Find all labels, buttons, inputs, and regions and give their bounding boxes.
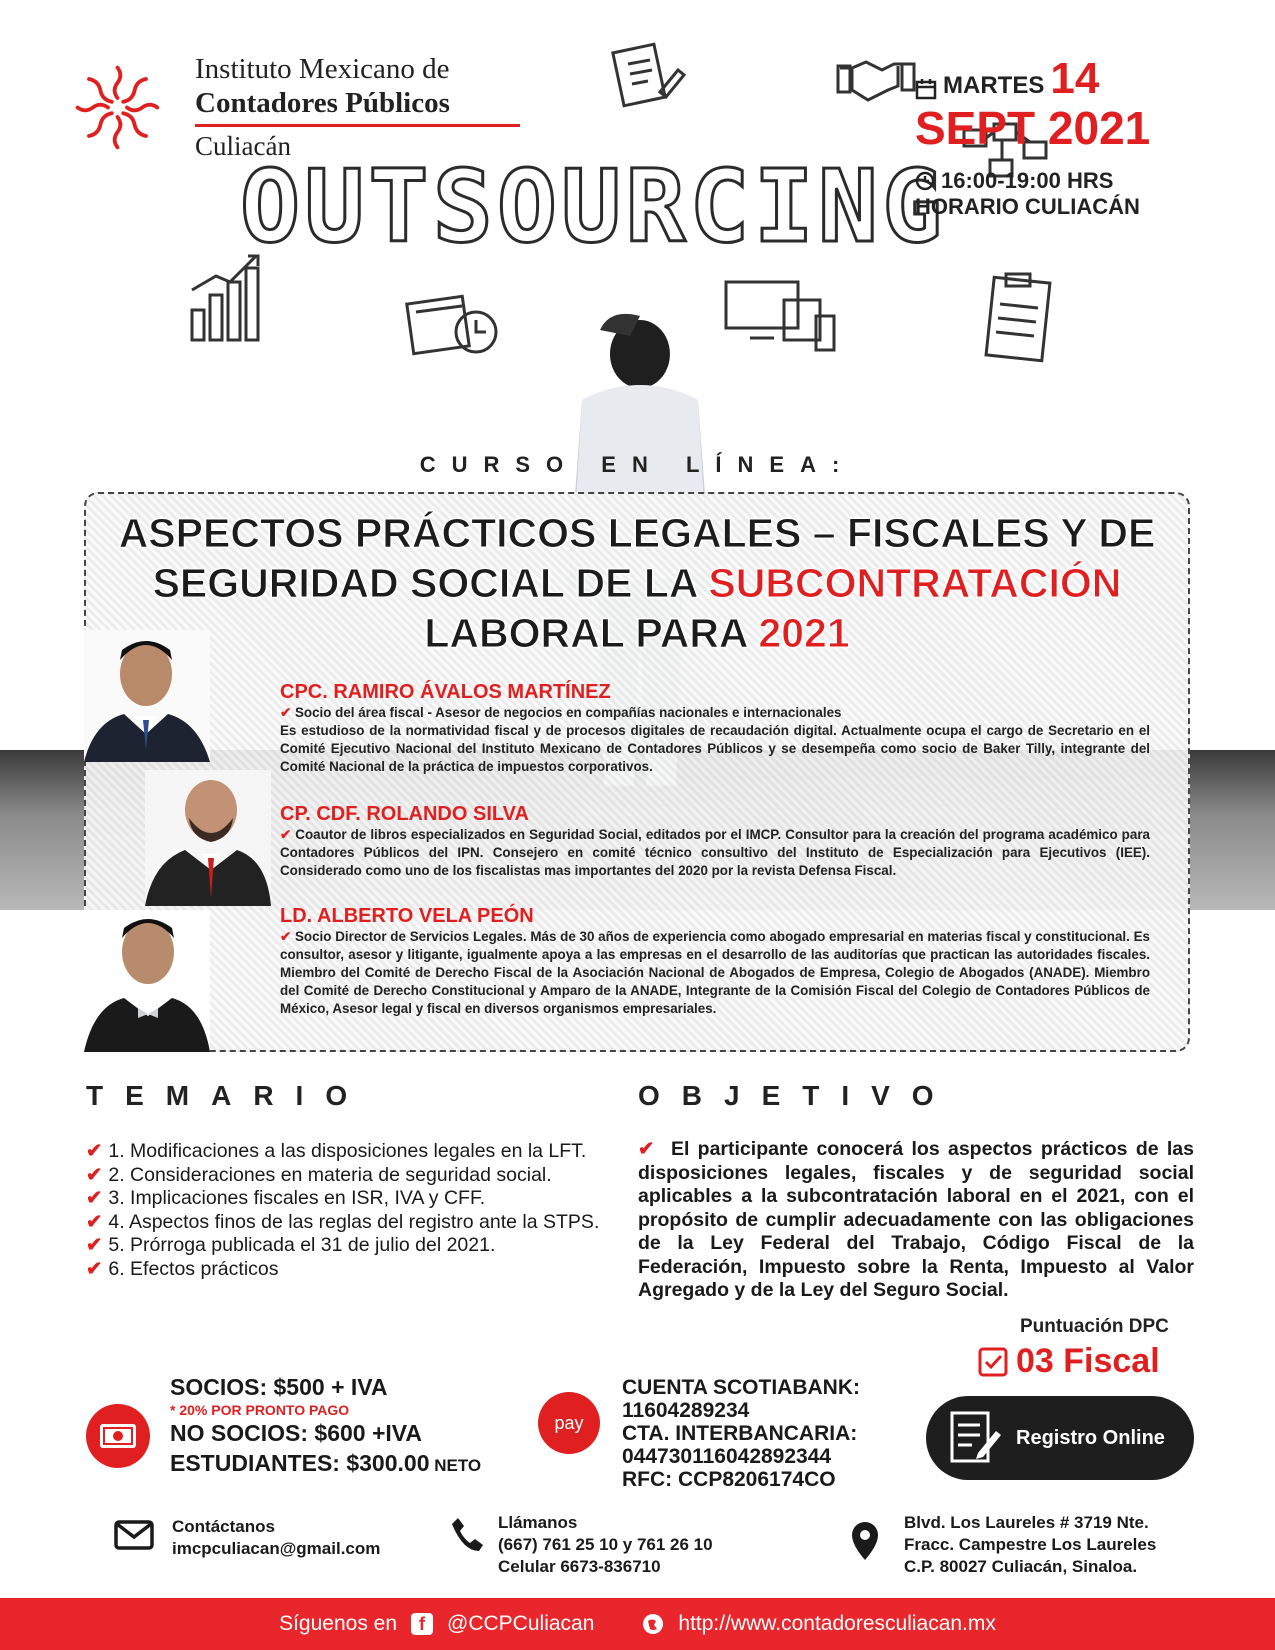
price-estudiantes: ESTUDIANTES: $300.00 [170, 1450, 430, 1476]
phone-numbers[interactable]: (667) 761 25 10 y 761 26 10 [498, 1535, 713, 1554]
handshake-icon [836, 56, 916, 106]
address-line-3: C.P. 80027 Culiacán, Sinaloa. [904, 1557, 1138, 1576]
speaker-1-name: CPC. RAMIRO ÁVALOS MARTÍNEZ [280, 681, 611, 703]
mobile-number[interactable]: Celular 6673-836710 [498, 1557, 661, 1576]
checkmark-icon: ✔ [86, 1257, 103, 1280]
money-icon [86, 1404, 150, 1468]
event-day-label: MARTES [943, 72, 1045, 99]
checkmark-icon: ✔ [86, 1140, 103, 1162]
list-item: ✔ 4. Aspectos finos de las reglas del registro ante la STPS. [86, 1210, 600, 1233]
speaker-2 [280, 802, 1150, 880]
address-line-2: Fracc. Campestre Los Laureles [904, 1535, 1157, 1554]
form-edit-icon [948, 1409, 1002, 1467]
prices [170, 1372, 481, 1481]
price-estudiantes-suffix: NETO [429, 1456, 482, 1475]
price-discount: * 20% POR PRONTO PAGO [170, 1402, 350, 1418]
price-socios: SOCIOS: $500 + IVA [170, 1374, 388, 1400]
speaker-3-photo [84, 910, 210, 1052]
list-item: ✔ 1. Modificaciones a las disposiciones legales en la LFT. [86, 1140, 587, 1162]
location-pin-icon [850, 1520, 880, 1560]
speaker-2-name: CP. CDF. ROLANDO SILVA [280, 803, 529, 825]
checkmark-icon: ✔ [86, 1187, 103, 1209]
calendar-icon [915, 78, 937, 100]
globe-icon [642, 1613, 664, 1635]
speaker-1 [280, 680, 1150, 776]
checkmark-icon: ✔ [86, 1210, 103, 1233]
event-day-number: 14 [1050, 54, 1100, 103]
bank-line-1: CUENTA SCOTIABANK: [622, 1376, 860, 1399]
email-label: Contáctanos [172, 1517, 275, 1536]
bank-details [622, 1376, 860, 1491]
event-time: 16:00-19:00 HRS [941, 168, 1114, 193]
bank-rfc: RFC: CCP8206174CO [622, 1468, 836, 1491]
calendar-clock-icon [404, 290, 504, 360]
register-online-button[interactable] [926, 1396, 1194, 1480]
speaker-3-name: LD. ALBERTO VELA PEÓN [280, 905, 534, 927]
imcp-logo-icon [70, 60, 165, 155]
phone-label: Llámanos [498, 1513, 578, 1532]
clipboard-icon [980, 270, 1060, 365]
dpc-label: Puntuación DPC [1020, 1316, 1169, 1337]
follow-label: Síguenos en [279, 1612, 398, 1635]
speaker-1-photo [84, 630, 210, 762]
headline: OUTSOURCING [240, 148, 947, 265]
list-item: ✔ 5. Prórroga publicada el 31 de julio del 2021. [86, 1234, 496, 1256]
temario-heading: TEMARIO [86, 1080, 370, 1111]
event-date-box [915, 54, 1215, 220]
checkmark-icon: ✔ [280, 929, 292, 944]
course-title [84, 508, 1190, 658]
checkmark-icon: ✔ [86, 1163, 103, 1186]
website-link[interactable]: http://www.contadoresculiacan.mx [678, 1612, 996, 1635]
footer [0, 1598, 1275, 1650]
course-title-part2: LABORAL PARA [424, 610, 759, 656]
clock-icon [915, 171, 935, 191]
objetivo-text-block [638, 1138, 1194, 1303]
speaker-3 [280, 904, 1150, 1018]
temario-list [86, 1140, 646, 1281]
mail-icon [114, 1520, 154, 1550]
facebook-icon: f [411, 1613, 433, 1635]
course-title-highlight: SUBCONTRATACIÓN [708, 560, 1122, 606]
org-divider [195, 124, 520, 127]
checkmark-icon: ✔ [86, 1234, 103, 1256]
document-pen-icon [610, 42, 690, 112]
email-link[interactable]: imcpculiacan@gmail.com [172, 1539, 381, 1558]
org-line-2: Contadores Públicos [195, 87, 450, 119]
objetivo-text: El participante conocerá los aspectos prácticos de las disposiciones legales, fiscales y de seguridad social aplicables a la subcontratación laboral en el 2021, con el propósito de cumplir adecuadamente con las obligaciones de la Ley Federal del Trabajo, Código Fiscal de la Federación, Impuesto sobre la Renta, Impuesto al Valor Agregado y de la Ley del Seguro Social. [638, 1138, 1194, 1301]
pay-icon: pay [538, 1392, 600, 1454]
speaker-2-lead: Coautor de libros especializados en Seguridad Social, editados por el IMCP. Consultor para la creación del programa académico para Contadores Públicos del IPN. Consejero en comité técnico consultivo del Instituto de Especialización para Ejecutivos (IEE). Considerado como uno de los fiscalistas mas importantes del 2020 por la revista Defensa Fiscal. [280, 827, 1150, 878]
bank-line-3: CTA. INTERBANCARIA: [622, 1422, 858, 1445]
org-line-1: Instituto Mexicano de [195, 53, 450, 85]
speaker-1-bio: Es estudioso de la normatividad fiscal y de procesos digitales de recaudación digital. Actualmente ocupa el cargo de Secretario en el Comité Ejecutivo Nacional del Instituto Mexicano de Contadores Públicos y se desempeña como socio de Baker Tilly, integrante del Comité Nacional de la práctica de impuestos corporativos. [280, 723, 1150, 774]
list-item: ✔ 3. Implicaciones fiscales en ISR, IVA y CFF. [86, 1187, 486, 1209]
course-title-year: 2021 [758, 610, 850, 656]
list-item: ✔ 6. Efectos prácticos [86, 1257, 279, 1280]
event-month-year: SEPT 2021 [915, 102, 1151, 154]
dpc-value: 03 Fiscal [978, 1342, 1160, 1381]
objetivo-heading: OBJETIVO [638, 1080, 956, 1111]
checkmark-icon: ✔ [280, 705, 292, 720]
org-city: Culiacán [195, 131, 291, 161]
organization-name [195, 52, 520, 161]
register-online-label: Registro Online [1016, 1426, 1165, 1449]
phone-contact [498, 1512, 713, 1578]
address-line-1: Blvd. Los Laureles # 3719 Nte. [904, 1513, 1149, 1532]
event-timezone: HORARIO CULIACÁN [915, 194, 1140, 219]
bank-clabe: 044730116042892344 [622, 1445, 832, 1468]
course-label: CURSO EN LÍNEA: [419, 452, 856, 477]
price-no-socios: NO SOCIOS: $600 +IVA [170, 1420, 423, 1446]
checkmark-icon: ✔ [638, 1138, 655, 1160]
course-title-part1: ASPECTOS PRÁCTICOS LEGALES – FISCALES Y DE SEGURIDAD SOCIAL DE LA [118, 510, 1156, 606]
email-contact [172, 1516, 380, 1560]
phone-icon [450, 1516, 484, 1552]
checkbox-icon [978, 1347, 1008, 1377]
speaker-1-lead: Socio del área fiscal - Asesor de negocios en compañías nacionales e internacionales [294, 705, 842, 720]
bank-account: 11604289234 [622, 1399, 750, 1422]
address [904, 1512, 1156, 1578]
speaker-2-photo [145, 770, 271, 906]
list-item: ✔ 2. Consideraciones en materia de seguridad social. [86, 1163, 552, 1186]
checkmark-icon: ✔ [280, 827, 292, 842]
facebook-handle[interactable]: @CCPCuliacan [447, 1612, 595, 1635]
speaker-3-lead: Socio Director de Servicios Legales. Más de 30 años de experiencia como abogado empresarial en materias fiscal y constitucional. Es consultor, asesor y litigante, igualmente apoya a las empresas en el desarrollo de las auditorías que practican las autoridades fiscales. Miembro del Comité de Derecho Fiscal de la Asociación Nacional de Abogados de Empresa, Colegio de Abogados (ANADE). Miembro del Comité de Derecho Constitucional y Amparo de la ANADE, Integrante de la Comisión Fiscal del Colegio de Contadores Públicos de México, Asesor legal y fiscal en diversos organismos empresariales. [280, 929, 1150, 1016]
